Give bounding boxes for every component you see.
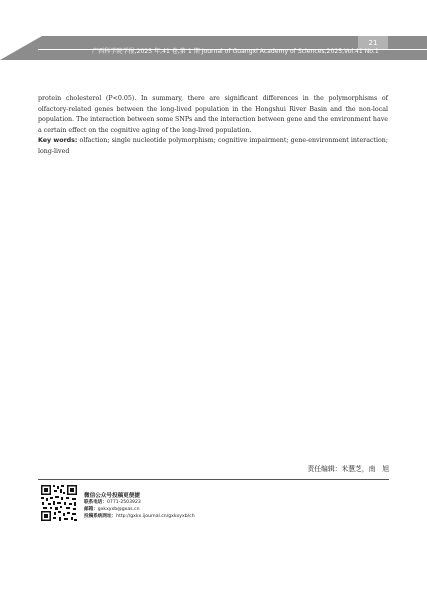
keywords-label: Key words:	[38, 137, 78, 145]
abstract-body: protein cholesterol (P<0.05). In summary, there are significant differences in the polymorphisms of olfactory-related genes between the long-lived population in the Hongshui River Basin and the non-local population. The interaction between some SNPs and the interaction between gene and the environment have a certain effect on the cognitive aging of the long-lived population.	[38, 95, 388, 134]
page-number: 21	[358, 36, 388, 50]
footer-title: 微信公众号投稿更便捷	[84, 493, 140, 499]
footer-submission-url	[84, 514, 195, 521]
running-title: 广西科学院学报,2025 年,41 卷,第 1 期 Journal of Guangxi Academy of Sciences,2025,Vol.41 No.1	[92, 48, 379, 55]
header-corner-cut	[0, 36, 42, 60]
phone-label: 联系电话：	[84, 500, 107, 505]
wechat-qr-code-icon	[40, 484, 78, 522]
keywords-line	[38, 136, 388, 157]
submission-url-label: 投稿系统网址：	[84, 513, 117, 519]
abstract-block	[38, 94, 388, 158]
email-label: 邮箱：	[84, 506, 98, 512]
footer-phone	[84, 500, 195, 507]
email-value[interactable]: gxkxyxb@gxas.cn	[97, 506, 140, 512]
responsible-editor: 责任编辑：米慧芝，南 旭	[307, 465, 389, 473]
footer-email	[84, 507, 195, 514]
keywords-text: olfaction; single nucleotide polymorphism; cognitive impairment; gene-environment interaction; long-lived	[38, 137, 388, 155]
footer-rule	[38, 479, 389, 480]
footer-contact	[84, 492, 195, 520]
submission-url-value[interactable]: http://gxkx.ijournal.cn/gxkxyxb/ch	[116, 513, 195, 519]
phone-value: 0771-2503923	[106, 500, 141, 505]
